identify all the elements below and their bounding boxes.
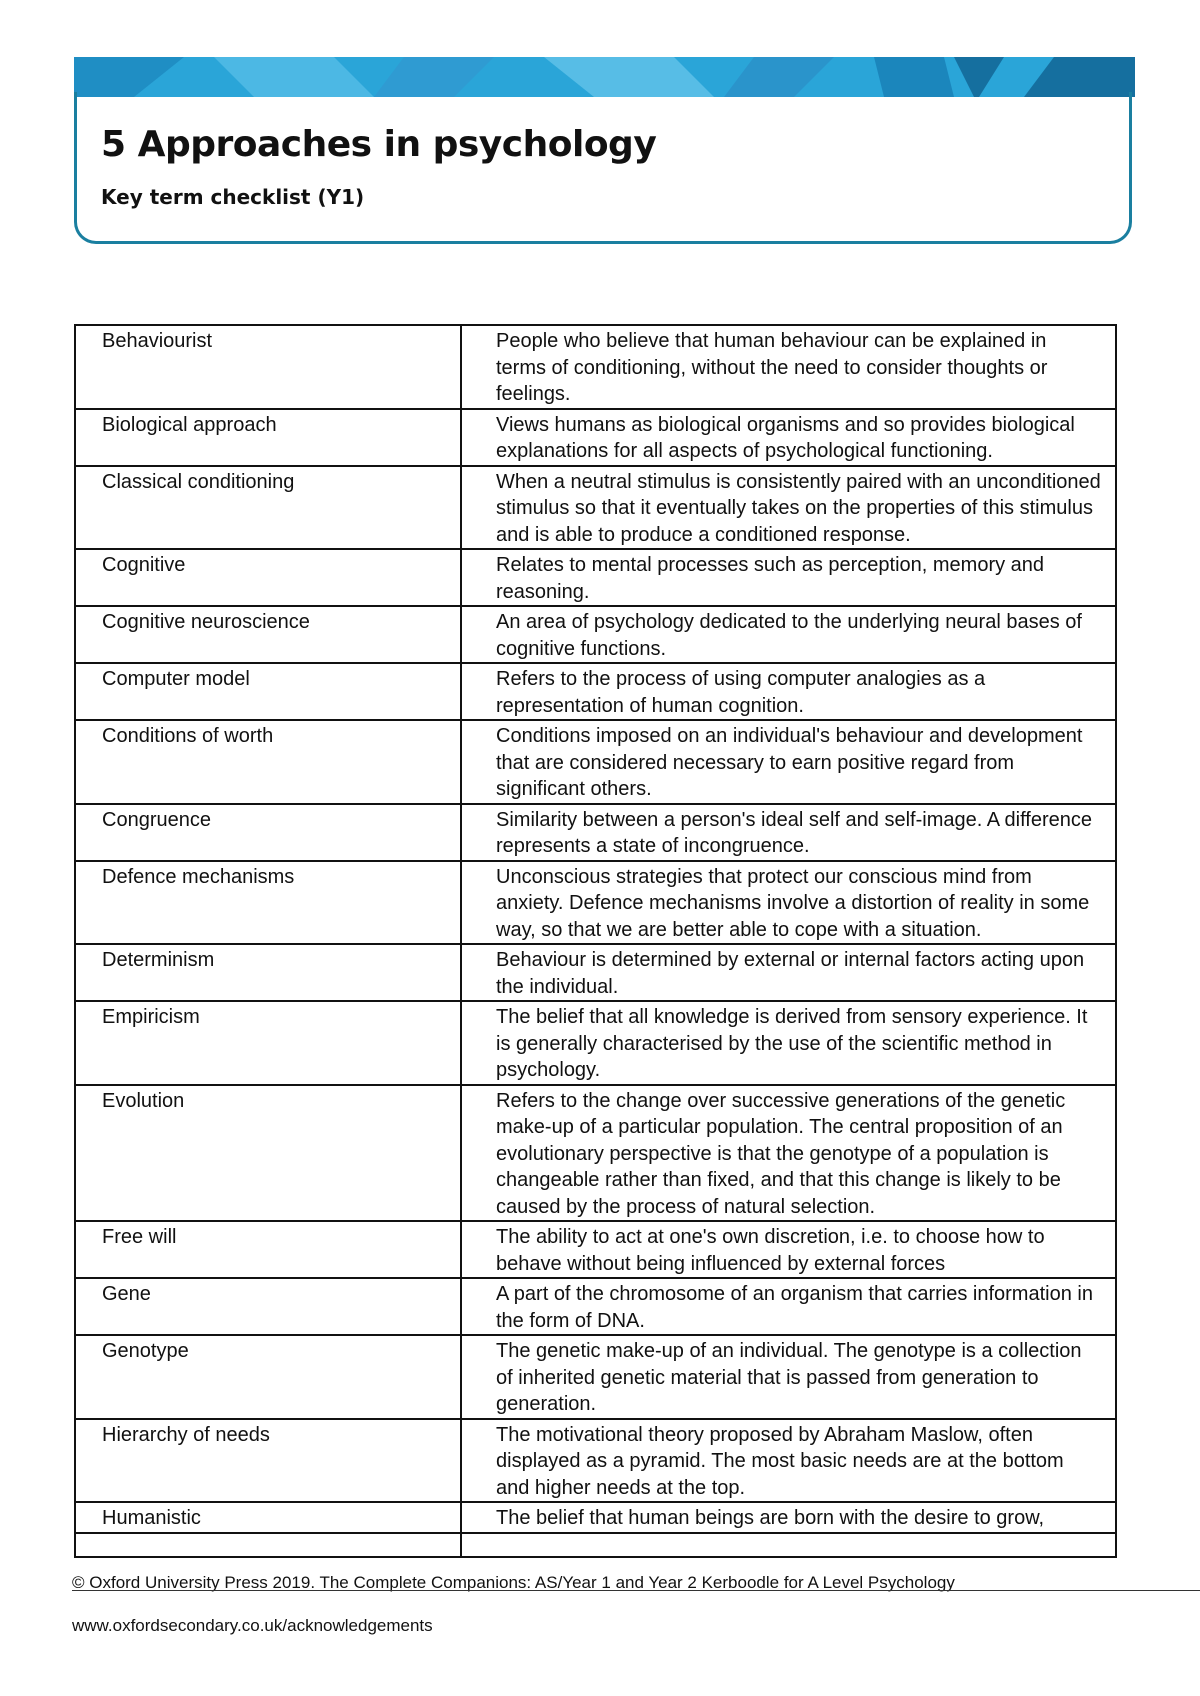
table-row <box>75 409 1116 466</box>
term-cell: Cognitive <box>75 549 461 606</box>
table-row <box>75 1085 1116 1222</box>
table-row <box>75 1001 1116 1085</box>
table-row <box>75 325 1116 409</box>
page-subtitle: Key term checklist (Y1) <box>101 185 365 209</box>
table-row <box>75 720 1116 804</box>
table-row <box>75 606 1116 663</box>
definition-cell: An area of psychology dedicated to the underlying neural bases of cognitive functions. <box>461 606 1116 663</box>
definition-cell: People who believe that human behaviour can be explained in terms of conditioning, without the need to consider thoughts or feelings. <box>461 325 1116 409</box>
definition-cell: Conditions imposed on an individual's behaviour and development that are considered necessary to earn positive regard from significant others. <box>461 720 1116 804</box>
term-cell: Genotype <box>75 1335 461 1419</box>
definition-cell: Refers to the process of using computer analogies as a representation of human cognition. <box>461 663 1116 720</box>
term-cell: Computer model <box>75 663 461 720</box>
banner-graphic <box>74 57 1135 97</box>
term-cell: Evolution <box>75 1085 461 1222</box>
term-cell: Defence mechanisms <box>75 861 461 945</box>
term-cell: Conditions of worth <box>75 720 461 804</box>
definition-cell: A part of the chromosome of an organism that carries information in the form of DNA. <box>461 1278 1116 1335</box>
term-cell: Behaviourist <box>75 325 461 409</box>
term-cell: Congruence <box>75 804 461 861</box>
table-row <box>75 1335 1116 1419</box>
term-cell: Humanistic <box>75 1502 461 1533</box>
definition-cell: The motivational theory proposed by Abraham Maslow, often displayed as a pyramid. The most basic needs are at the bottom and higher needs at the top. <box>461 1419 1116 1503</box>
term-cell: Free will <box>75 1221 461 1278</box>
definition-cell: Similarity between a person's ideal self and self-image. A difference represents a state of incongruence. <box>461 804 1116 861</box>
header-banner <box>74 57 1135 97</box>
definition-cell: Refers to the change over successive generations of the genetic make-up of a particular population. The central proposition of an evolutionary perspective is that the genotype of a population is changeable rather than fixed, and that this change is likely to be caused by the process of natural selection. <box>461 1085 1116 1222</box>
copyright-notice: © Oxford University Press 2019. The Complete Companions: AS/Year 1 and Year 2 Kerboodle for A Level Psychology <box>72 1573 955 1592</box>
footer-divider <box>72 1590 1200 1591</box>
definition-cell: Views humans as biological organisms and so provides biological explanations for all aspects of psychological functioning. <box>461 409 1116 466</box>
term-cell: Empiricism <box>75 1001 461 1085</box>
definition-cell: Unconscious strategies that protect our conscious mind from anxiety. Defence mechanisms involve a distortion of reality in some way, so that we are better able to cope with a situation. <box>461 861 1116 945</box>
definition-cell: Relates to mental processes such as perception, memory and reasoning. <box>461 549 1116 606</box>
table-row <box>75 944 1116 1001</box>
table-row <box>75 1419 1116 1503</box>
term-cell: Cognitive neuroscience <box>75 606 461 663</box>
definition-cell: The belief that all knowledge is derived from sensory experience. It is generally characterised by the use of the scientific method in psychology. <box>461 1001 1116 1085</box>
definition-cell: The genetic make-up of an individual. The genotype is a collection of inherited genetic material that is passed from generation to generation. <box>461 1335 1116 1419</box>
definition-cell-empty <box>461 1533 1116 1557</box>
table-row <box>75 466 1116 550</box>
term-cell-empty <box>75 1533 461 1557</box>
table-row <box>75 549 1116 606</box>
definition-cell: Behaviour is determined by external or internal factors acting upon the individual. <box>461 944 1116 1001</box>
term-cell: Biological approach <box>75 409 461 466</box>
table-row <box>75 1278 1116 1335</box>
definition-cell: The ability to act at one's own discretion, i.e. to choose how to behave without being influenced by external forces <box>461 1221 1116 1278</box>
definition-cell: The belief that human beings are born with the desire to grow, <box>461 1502 1116 1533</box>
table-row-empty <box>75 1533 1116 1557</box>
table-row <box>75 861 1116 945</box>
table-row <box>75 1221 1116 1278</box>
table-row <box>75 663 1116 720</box>
definition-cell: When a neutral stimulus is consistently paired with an unconditioned stimulus so that it eventually takes on the properties of this stimulus and is able to produce a conditioned response. <box>461 466 1116 550</box>
term-cell: Hierarchy of needs <box>75 1419 461 1503</box>
key-terms-body <box>75 325 1116 1557</box>
page-title: 5 Approaches in psychology <box>101 124 657 165</box>
acknowledgements-link[interactable]: www.oxfordsecondary.co.uk/acknowledgements <box>72 1616 433 1635</box>
table-row <box>75 1502 1116 1533</box>
term-cell: Gene <box>75 1278 461 1335</box>
term-cell: Determinism <box>75 944 461 1001</box>
term-cell: Classical conditioning <box>75 466 461 550</box>
key-terms-table <box>74 324 1117 1558</box>
table-row <box>75 804 1116 861</box>
title-frame <box>74 92 1132 244</box>
